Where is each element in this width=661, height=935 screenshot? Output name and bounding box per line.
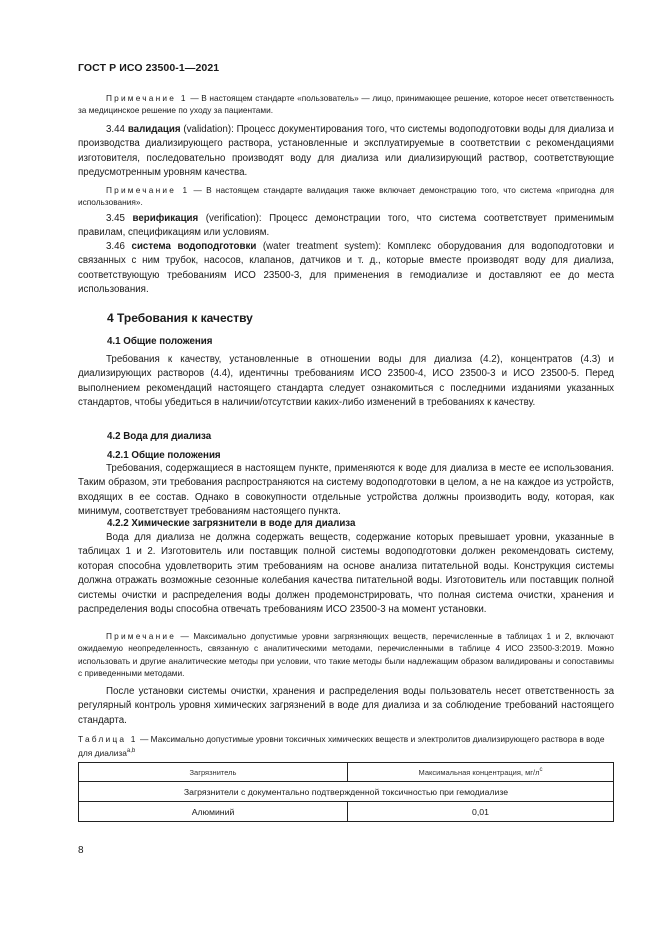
definition-text: (validation): Процесс документирования того, что системы водоподготовки воды для диализа и производства диализирующего раствора, установленные и эксплуатируемые в соответствии с рекомендациями изготовителя, последовательно производят воду для диализа или диализирующий раствор, соответствующие предусмотренным уровням качества. (78, 124, 614, 179)
table-1 (78, 762, 614, 822)
note-text: — В настоящем стандарте «пользователь» — лицо, принимающее решение, которое несет ответственность за медицинское решение по уходу за пациентами. (78, 93, 614, 116)
table-row (79, 802, 614, 822)
definition-term: верификация (132, 213, 199, 224)
column-header-label: Загрязнитель (189, 767, 237, 777)
definition-term: валидация (127, 124, 181, 135)
table-column-header (348, 763, 614, 782)
section-4-1-text: Требования к качеству, установленные в отношении воды для диализа (4.2), концентратов (4.3) и диализирующих растворов (4.4), идентичны требованиям ИСО 23500-4, ИСО 23500-3 и ИСО 23500-5. Перед выполнением рекомендаций настоящего стандарта следует ознакомиться с последними изданиями указанных стандартов, чтобы убедиться в наличии/отсутствии каких-либо изменений в требованиях к качеству. (78, 354, 614, 409)
section-4-2-1-heading: 4.2.1 Общие положения (107, 450, 221, 461)
table-group-cell: Загрязнители с документально подтвержденной токсичностью при гемодиализе (79, 782, 614, 802)
table-caption-text: — Максимально допустимые уровни токсичных химических веществ и электролитов диализирующего раствора в воде для диализа (78, 734, 605, 758)
definition-3-44 (78, 123, 614, 181)
note-contaminant-levels (78, 630, 614, 679)
note-text: — Максимально допустимые уровни загрязняющих веществ, перечисленные в таблицах 1 и 2, включают ожидаемую неопределенность, связанную с аналитическими методами, перечисленными в таблице 4 ИСО 23500-3:2019. Можно использовать и другие аналитические методы при условии, что такие методы были надлежащим образом валидированы и сопоставимы с приведенными методами. (78, 631, 614, 678)
column-header-label: Максимальная концентрация, мг/л (418, 768, 540, 777)
definition-number: 3.44 (106, 124, 128, 135)
definition-number: 3.45 (106, 213, 133, 224)
definition-text: (verification): Процесс демонстрации того, что система соответствует применимым правилам, спецификациям или условиям. (78, 213, 614, 239)
section-4-2-2-text: Вода для диализа не должна содержать веществ, содержание которых превышает уровни, указанные в таблицах 1 и 2. Изготовитель или поставщик полной системы водоподготовки должен рекомендовать систему, которая способна удовлетворить этим требованиям на основе анализа питательной воды. Конструкция системы должна отражать возможные сезонные колебания качества питательной воды. Изготовитель или поставщик полной системы очистки и распределения воды должен продемонстрировать, что полная система очистки, хранения и распределения воды способна отвечать требованиям ИСО 23500-3 на момент установки. (78, 532, 614, 616)
note-user (78, 92, 614, 117)
table-group-row (79, 782, 614, 802)
note-text: — В настоящем стандарте валидация также включает демонстрацию того, что система «пригодна для использования». (78, 185, 615, 208)
document-header: ГОСТ Р ИСО 23500-1—2021 (78, 62, 220, 74)
definition-3-46 (78, 240, 614, 298)
note-label: Примечание 1 (106, 185, 190, 195)
table-1-caption (78, 733, 614, 759)
table-caption-footnote-marks: a,b (126, 748, 136, 754)
definition-number: 3.46 (106, 241, 132, 252)
section-4-2-heading: 4.2 Вода для диализа (107, 431, 212, 442)
table-cell-concentration: 0,01 (348, 802, 614, 822)
table-header-row (79, 763, 614, 782)
section-4-2-1-text: Требования, содержащиеся в настоящем пункте, применяются к воде для диализа в месте ее использования. Таким образом, эти требования распространяются на систему водоподготовки в целом, а не на каждое из устройств, входящих в ее состав. Однако в совокупности отдельные устройства должны производить воду, которая, как минимум, соответствует требованиям настоящего пункта. (78, 463, 614, 518)
note-validation (78, 184, 614, 209)
section-4-2-2-heading: 4.2.2 Химические загрязнители в воде для диализа (107, 518, 356, 529)
section-4-heading: 4 Требования к качеству (107, 311, 253, 325)
note-label: Примечание (106, 631, 177, 641)
column-header-footnote: c (539, 767, 543, 773)
note-label: Примечание 1 (106, 93, 188, 103)
section-4-1-heading: 4.1 Общие положения (107, 336, 213, 347)
user-responsibility-paragraph: После установки системы очистки, хранения и распределения воды пользователь несет ответственность за регулярный контроль уровня химических загрязнений в воде для диализа и за соблюдение требований настоящего стандарта. (78, 686, 614, 726)
page-number: 8 (78, 845, 84, 856)
definition-text: (water treatment system): Комплекс оборудования для водоподготовки и связанных с ним трубок, насосов, клапанов, датчиков и т. д., которые вместе производят воду для диализа, соответствующую требованиям ИСО 23500-3, для применения в гемодиализе и доставляют ее до места использования. (78, 241, 615, 296)
table-column-header (79, 763, 348, 782)
table-cell-contaminant: Алюминий (79, 802, 348, 822)
definition-3-45 (78, 212, 614, 241)
definition-term: система водоподготовки (131, 241, 257, 252)
table-caption-label: Таблица 1 (78, 734, 138, 744)
